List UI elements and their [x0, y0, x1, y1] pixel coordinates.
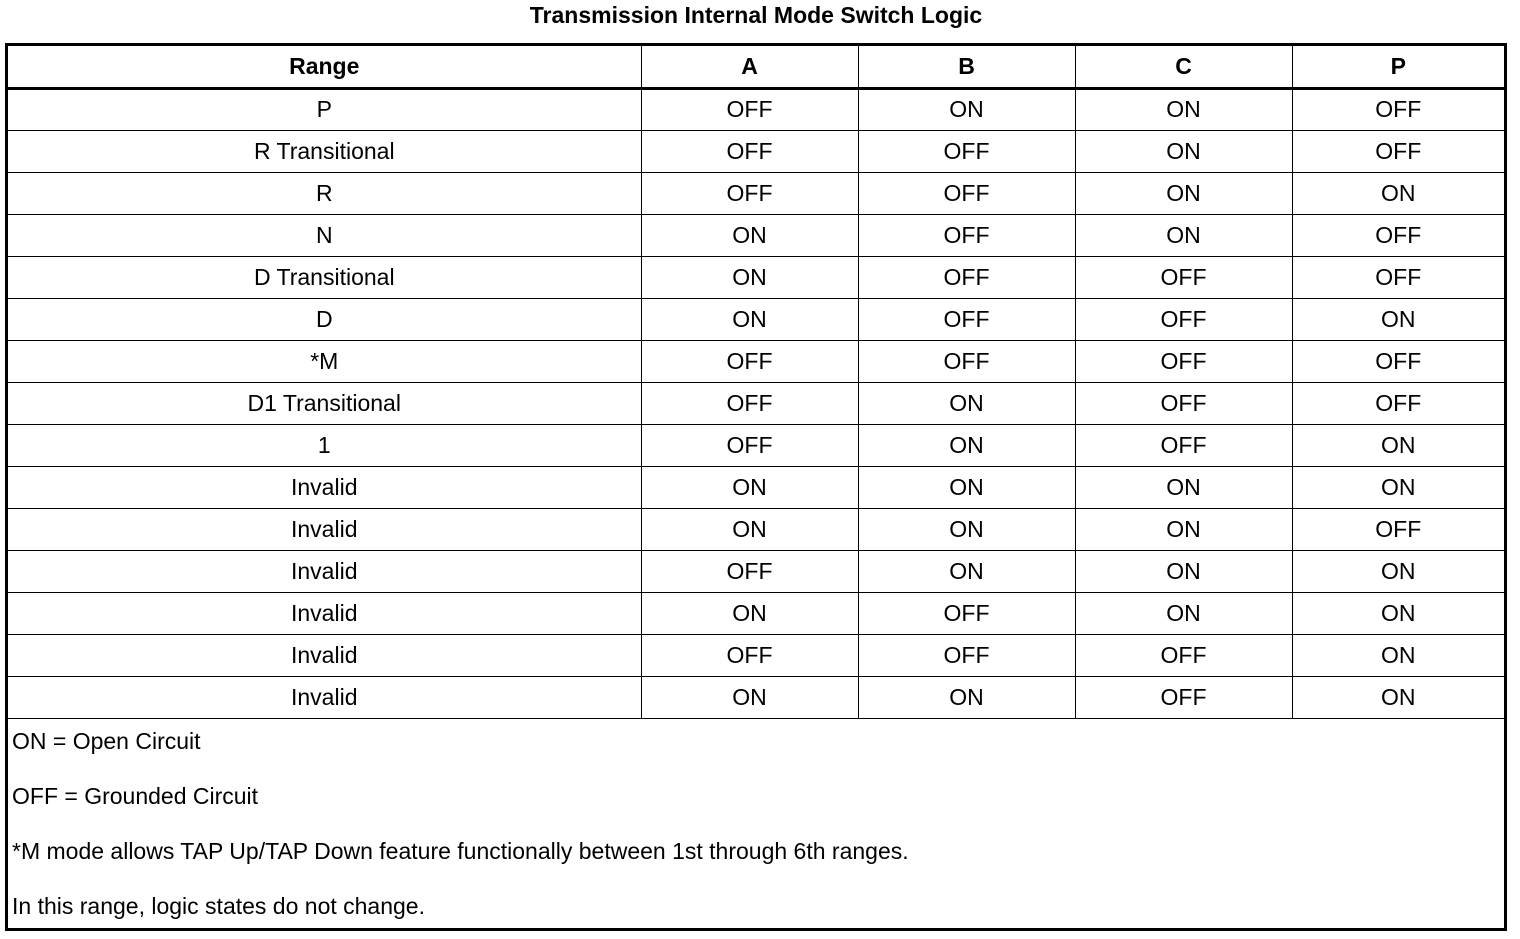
state-p-cell: OFF — [1292, 508, 1504, 550]
state-p-cell: OFF — [1292, 130, 1504, 172]
state-c-cell: OFF — [1075, 676, 1292, 718]
table-notes — [8, 719, 1504, 939]
table-row — [8, 256, 1504, 298]
state-a-cell: OFF — [641, 172, 858, 214]
range-cell: Invalid — [8, 466, 641, 508]
range-cell: Invalid — [8, 550, 641, 592]
range-cell: 1 — [8, 424, 641, 466]
state-p-cell: ON — [1292, 676, 1504, 718]
state-c-cell: ON — [1075, 130, 1292, 172]
state-c-cell: OFF — [1075, 382, 1292, 424]
state-b-cell: ON — [858, 550, 1075, 592]
table-row — [8, 214, 1504, 256]
state-c-cell: ON — [1075, 88, 1292, 130]
table-row — [8, 424, 1504, 466]
state-c-cell: ON — [1075, 172, 1292, 214]
state-b-cell: ON — [858, 676, 1075, 718]
state-a-cell: OFF — [641, 382, 858, 424]
state-c-cell: OFF — [1075, 256, 1292, 298]
note-off-definition: OFF = Grounded Circuit — [12, 782, 259, 809]
header-b: B — [858, 46, 1075, 88]
range-cell: P — [8, 88, 641, 130]
state-c-cell: ON — [1075, 508, 1292, 550]
state-p-cell: ON — [1292, 466, 1504, 508]
table-row — [8, 550, 1504, 592]
state-b-cell: ON — [858, 508, 1075, 550]
range-cell: N — [8, 214, 641, 256]
state-p-cell: OFF — [1292, 88, 1504, 130]
state-c-cell: OFF — [1075, 634, 1292, 676]
state-a-cell: OFF — [641, 550, 858, 592]
state-c-cell: ON — [1075, 466, 1292, 508]
state-a-cell: OFF — [641, 634, 858, 676]
mode-switch-logic-table — [8, 46, 1504, 719]
state-c-cell: OFF — [1075, 424, 1292, 466]
range-cell: Invalid — [8, 508, 641, 550]
range-cell: R — [8, 172, 641, 214]
table-row — [8, 382, 1504, 424]
state-p-cell: ON — [1292, 172, 1504, 214]
range-cell: D1 Transitional — [8, 382, 641, 424]
state-a-cell: ON — [641, 592, 858, 634]
state-a-cell: ON — [641, 466, 858, 508]
table-row — [8, 466, 1504, 508]
table-row — [8, 298, 1504, 340]
state-b-cell: OFF — [858, 592, 1075, 634]
state-a-cell: OFF — [641, 88, 858, 130]
state-a-cell: ON — [641, 676, 858, 718]
state-a-cell: ON — [641, 256, 858, 298]
state-p-cell: OFF — [1292, 214, 1504, 256]
logic-table-frame — [5, 43, 1507, 931]
state-p-cell: OFF — [1292, 340, 1504, 382]
state-a-cell: OFF — [641, 340, 858, 382]
state-b-cell: OFF — [858, 340, 1075, 382]
state-p-cell: ON — [1292, 634, 1504, 676]
state-b-cell: ON — [858, 88, 1075, 130]
state-b-cell: OFF — [858, 256, 1075, 298]
state-c-cell: ON — [1075, 550, 1292, 592]
state-a-cell: OFF — [641, 130, 858, 172]
state-p-cell: ON — [1292, 550, 1504, 592]
state-p-cell: OFF — [1292, 382, 1504, 424]
state-p-cell: OFF — [1292, 256, 1504, 298]
state-c-cell: OFF — [1075, 298, 1292, 340]
note-m-mode: *M mode allows TAP Up/TAP Down feature functionally between 1st through 6th ranges. — [12, 837, 909, 864]
note-on-definition: ON = Open Circuit — [12, 727, 201, 754]
state-b-cell: OFF — [858, 634, 1075, 676]
table-row — [8, 340, 1504, 382]
header-p: P — [1292, 46, 1504, 88]
state-p-cell: ON — [1292, 424, 1504, 466]
state-a-cell: ON — [641, 298, 858, 340]
range-cell: Invalid — [8, 634, 641, 676]
state-b-cell: ON — [858, 424, 1075, 466]
state-c-cell: ON — [1075, 592, 1292, 634]
table-row — [8, 88, 1504, 130]
state-b-cell: OFF — [858, 172, 1075, 214]
range-cell: D — [8, 298, 641, 340]
state-a-cell: ON — [641, 508, 858, 550]
table-row — [8, 676, 1504, 718]
state-a-cell: ON — [641, 214, 858, 256]
header-range: Range — [8, 46, 641, 88]
table-row — [8, 172, 1504, 214]
range-cell: *M — [8, 340, 641, 382]
range-cell: R Transitional — [8, 130, 641, 172]
state-p-cell: ON — [1292, 298, 1504, 340]
state-a-cell: OFF — [641, 424, 858, 466]
header-c: C — [1075, 46, 1292, 88]
state-b-cell: OFF — [858, 130, 1075, 172]
table-row — [8, 508, 1504, 550]
state-b-cell: ON — [858, 382, 1075, 424]
range-cell: Invalid — [8, 676, 641, 718]
state-b-cell: ON — [858, 466, 1075, 508]
table-row — [8, 592, 1504, 634]
table-header-row — [8, 46, 1504, 88]
page-title: Transmission Internal Mode Switch Logic — [529, 2, 983, 28]
state-c-cell: ON — [1075, 214, 1292, 256]
state-b-cell: OFF — [858, 214, 1075, 256]
state-b-cell: OFF — [858, 298, 1075, 340]
state-c-cell: OFF — [1075, 340, 1292, 382]
state-p-cell: ON — [1292, 592, 1504, 634]
table-row — [8, 634, 1504, 676]
range-cell: Invalid — [8, 592, 641, 634]
table-row — [8, 130, 1504, 172]
note-transitional-range: In this range, logic states do not change. — [12, 892, 425, 919]
header-a: A — [641, 46, 858, 88]
range-cell: D Transitional — [8, 256, 641, 298]
